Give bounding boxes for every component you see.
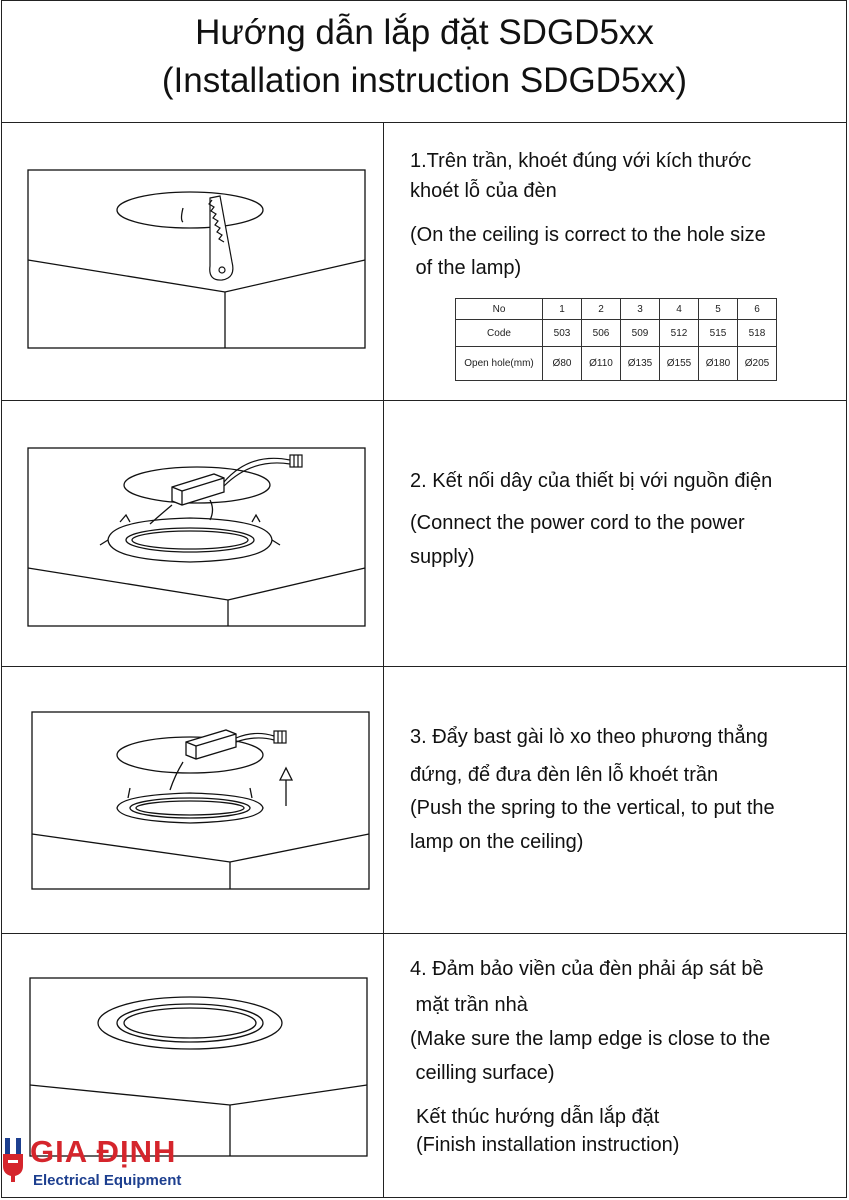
step2-en-line2: supply) <box>410 546 475 568</box>
table-cell: 3 <box>621 299 660 320</box>
page-subtitle: (Installation instruction SDGD5xx) <box>161 61 688 100</box>
table-cell: 5 <box>699 299 738 320</box>
step1-en-line1: (On the ceiling is correct to the hole size <box>410 224 766 246</box>
step4-en-line2: ceilling surface) <box>410 1062 555 1084</box>
step1-en-line2: of the lamp) <box>410 257 522 279</box>
logo-tagline: Electrical Equipment <box>33 1172 182 1189</box>
table-cell: Ø135 <box>621 347 660 381</box>
finish-en: (Finish installation instruction) <box>416 1134 680 1156</box>
step3-en-line2: lamp on the ceiling) <box>410 831 584 853</box>
step2-vi-line1: 2. Kết nối dây của thiết bị với nguồn điện <box>410 470 773 492</box>
table-row <box>456 299 777 320</box>
step2-en-line1: (Connect the power cord to the power <box>410 512 745 534</box>
table-cell: Ø80 <box>543 347 582 381</box>
table-cell: 509 <box>621 320 660 347</box>
table-cell: Open hole(mm) <box>456 347 543 381</box>
table-cell: 4 <box>660 299 699 320</box>
plug-logo-icon <box>2 1136 28 1182</box>
step3-en-line1: (Push the spring to the vertical, to put the <box>410 797 775 819</box>
table-cell: 515 <box>699 320 738 347</box>
table-row <box>456 320 777 347</box>
table-cell: Ø155 <box>660 347 699 381</box>
table-cell: 6 <box>738 299 777 320</box>
table-cell: No <box>456 299 543 320</box>
table-cell: 1 <box>543 299 582 320</box>
table-cell: 503 <box>543 320 582 347</box>
page-title: Hướng dẫn lắp đặt SDGD5xx <box>195 13 654 52</box>
table-cell: Ø205 <box>738 347 777 381</box>
logo-name: GIA ĐỊNH <box>30 1134 177 1169</box>
table-cell: 506 <box>582 320 621 347</box>
finish-vi: Kết thúc hướng dẫn lắp đặt <box>416 1106 660 1128</box>
step1-vi-line1: 1.Trên trần, khoét đúng với kích thước <box>410 150 752 172</box>
table-cell: Ø110 <box>582 347 621 381</box>
step4-en-line1: (Make sure the lamp edge is close to the <box>410 1028 771 1050</box>
table-cell: Ø180 <box>699 347 738 381</box>
hole-size-table <box>455 298 777 381</box>
table-cell: Code <box>456 320 543 347</box>
step3-vi-line2: đứng, để đưa đèn lên lỗ khoét trần <box>410 764 719 786</box>
table-cell: 512 <box>660 320 699 347</box>
step4-vi-line1: 4. Đảm bảo viền của đèn phải áp sát bề <box>410 958 764 980</box>
step1-vi-line2: khoét lỗ của đèn <box>410 180 557 202</box>
step3-vi-line1: 3. Đẩy bast gài lò xo theo phương thẳng <box>410 726 768 748</box>
table-cell: 518 <box>738 320 777 347</box>
step4-vi-line2: mặt trần nhà <box>410 994 528 1016</box>
table-cell: 2 <box>582 299 621 320</box>
table-row <box>456 347 777 381</box>
